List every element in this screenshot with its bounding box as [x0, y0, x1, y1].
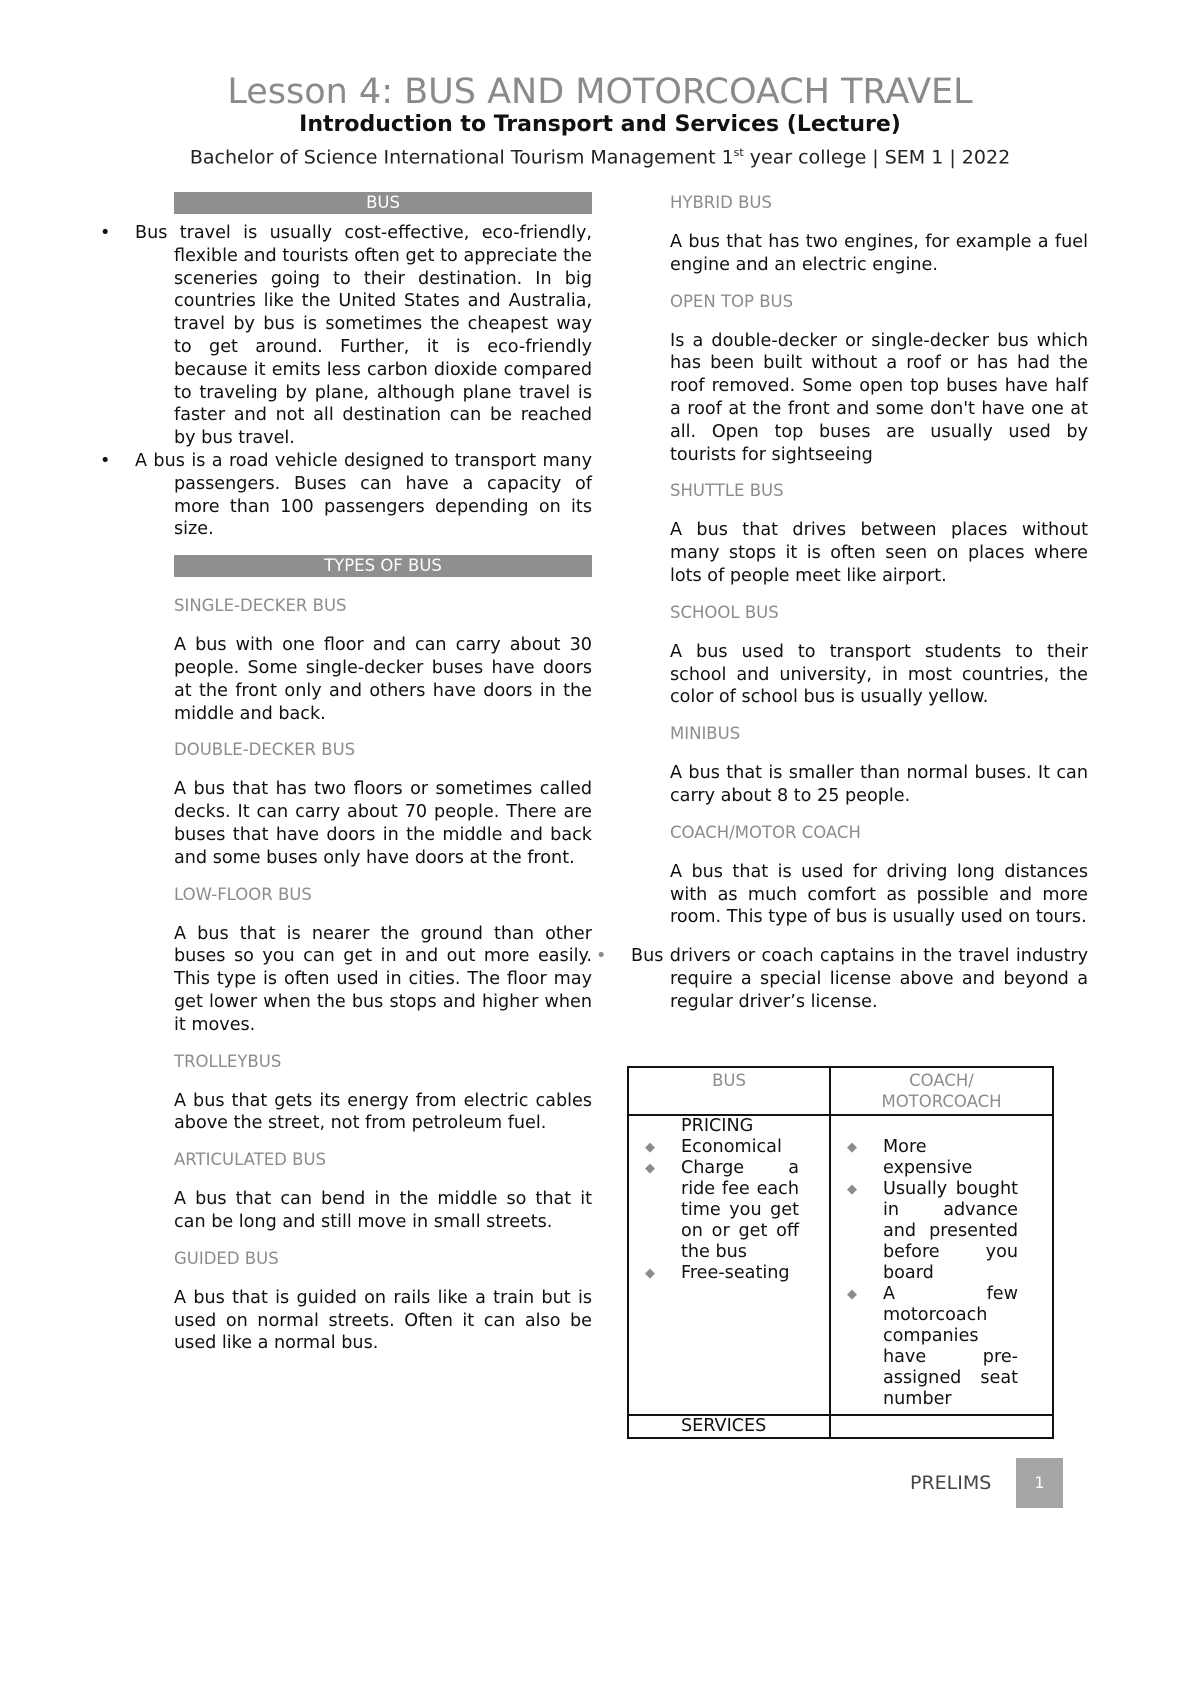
list-item: ◆ Economical	[645, 1137, 782, 1157]
type-heading: ARTICULATED BUS	[174, 1150, 326, 1170]
type-description: A bus with one floor and can carry about 30 people. Some single-decker buses have doors at the front only and others have doors in the middle and back.	[174, 635, 592, 724]
bullet-icon: ◆	[847, 1287, 857, 1302]
types-section-bar: TYPES OF BUS	[174, 555, 592, 577]
bus-section-bar: BUS	[174, 192, 592, 214]
type-heading: SCHOOL BUS	[670, 602, 779, 622]
program-text-rest: year college | SEM 1 | 2022	[743, 146, 1011, 169]
type-description: A bus that is smaller than normal buses. It can carry about 8 to 25 people.	[670, 763, 1088, 806]
type-heading: LOW-FLOOR BUS	[174, 884, 312, 904]
table-header-coach: COACH/ MOTORCOACH	[830, 1067, 1053, 1115]
type-description: A bus that can bend in the middle so that it can be long and still move in small streets.	[174, 1189, 592, 1232]
bullet-icon: ◆	[645, 1161, 655, 1176]
footer-label: PRELIMS	[910, 1472, 992, 1494]
lesson-title: Lesson 4: BUS AND MOTORCOACH TRAVEL	[227, 72, 973, 112]
type-description: A bus that has two floors or sometimes called decks. It can carry about 70 people. There are buses that have doors in the middle and back and some buses only have doors at the front.	[174, 779, 592, 868]
list-item: ◆ Charge a ride fee each time you get on or get off the bus	[645, 1158, 799, 1262]
type-description: A bus that is nearer the ground than other buses so you can get in and out more easily. This type is often used in cities. The floor may get lower when the bus stops and higher when it moves.	[174, 923, 592, 1035]
drivers-bullet-text: Bus drivers or coach captains in the travel industry require a special license above and beyond a regular driver’s license.	[631, 946, 1088, 1012]
course-title: Introduction to Transport and Services (Lecture)	[299, 112, 901, 137]
type-heading: TROLLEYBUS	[174, 1051, 282, 1071]
table-cell-services-label: SERVICES	[628, 1415, 830, 1438]
right-column	[596, 192, 1088, 1014]
type-heading: HYBRID BUS	[670, 193, 772, 212]
program-ordinal: st	[733, 146, 744, 159]
table-row-pricing	[628, 1115, 1053, 1415]
drivers-bullet: • Bus drivers or coach captains in the travel industry require a special license above and beyond a regular driver’s license.	[596, 946, 1088, 1012]
list-item: ◆ Usually bought in advance and presented before you board	[847, 1179, 1018, 1283]
bus-bullet-2: • A bus is a road vehicle designed to transport many passengers. Buses can have a capacity of more than 100 passengers depending on its size.	[100, 450, 592, 540]
type-heading: GUIDED BUS	[174, 1248, 279, 1268]
bullet-icon: ◆	[645, 1140, 655, 1155]
type-heading: MINIBUS	[670, 724, 741, 744]
bullet-icon: ◆	[645, 1266, 655, 1281]
type-heading: OPEN TOP BUS	[670, 291, 794, 311]
type-description: A bus that is used for driving long distances with as much comfort as possible and more room. This type of bus is usually used on tours.	[670, 861, 1088, 928]
list-item: ◆ Free-seating	[645, 1263, 790, 1283]
table-cell-coach-pricing	[830, 1115, 1053, 1415]
table-cell-bus-pricing	[628, 1115, 830, 1415]
type-description: A bus that has two engines, for example a fuel engine and an electric engine.	[670, 232, 1088, 275]
program-line	[0, 140, 1200, 170]
table-header-row	[628, 1067, 1053, 1115]
bus-bullet-2-text: A bus is a road vehicle designed to transport many passengers. Buses can have a capacity of more than 100 passengers depending on its size.	[135, 450, 592, 540]
program-text: Bachelor of Science International Tourism Management 1	[189, 146, 734, 169]
bullet-icon: ◆	[847, 1140, 857, 1155]
type-description: Is a double-decker or single-decker bus which has been built without a roof or has had the roof removed. Some open top buses have half a roof at the front and some don't have one at all. Open top buses are usually used by tourists for sightseeing	[670, 330, 1088, 465]
type-description: A bus used to transport students to their school and university, in most countries, the color of school bus is usually yellow.	[670, 641, 1088, 708]
type-description: A bus that drives between places without many stops it is often seen on places where lots of people meet like airport.	[670, 520, 1088, 586]
table-cell-services-empty	[830, 1415, 1053, 1438]
bus-bullet-1-text: Bus travel is usually cost-effective, eco-friendly, flexible and tourists often get to appreciate the sceneries going to their destination. In big countries like the United States and Australia, travel by bus is sometimes the cheapest way to get around. Further, it is eco-friendly because it emits less carbon dioxide compared to traveling by plane, although plane travel is faster and not all destination can be reached by bus travel.	[135, 223, 592, 449]
type-description: A bus that gets its energy from electric cables above the street, not from petroleum fuel.	[174, 1090, 592, 1134]
bus-bullet-1: • Bus travel is usually cost-effective, eco-friendly, flexible and tourists often get to appreciate the sceneries going to their destination. In big countries like the United States and Australia, travel by bus is sometimes the cheapest way to get around. Further, it is eco-friendly because it emits less carbon dioxide compared to traveling by plane, although plane travel is faster and not all destination can be reached by bus travel.	[100, 223, 592, 449]
type-heading: DOUBLE-DECKER BUS	[174, 740, 356, 760]
page-number: 1	[1016, 1458, 1063, 1508]
type-heading: COACH/MOTOR COACH	[670, 822, 861, 842]
table-header-bus: BUS	[628, 1067, 830, 1115]
type-description: A bus that is guided on rails like a train but is used on normal streets. Often it can also be used like a normal bus.	[174, 1287, 592, 1354]
list-item: ◆ A few motorcoach companies have pre-assigned seat number	[847, 1284, 1018, 1409]
comparison-table	[627, 1066, 1054, 1439]
table-row-services	[628, 1415, 1053, 1438]
pricing-label: PRICING	[681, 1116, 754, 1136]
bullet-icon: ◆	[847, 1182, 857, 1197]
type-heading: SINGLE-DECKER BUS	[174, 596, 347, 616]
type-heading: SHUTTLE BUS	[670, 481, 784, 501]
left-column	[100, 192, 592, 1355]
list-item: ◆ More expensive	[847, 1137, 973, 1178]
